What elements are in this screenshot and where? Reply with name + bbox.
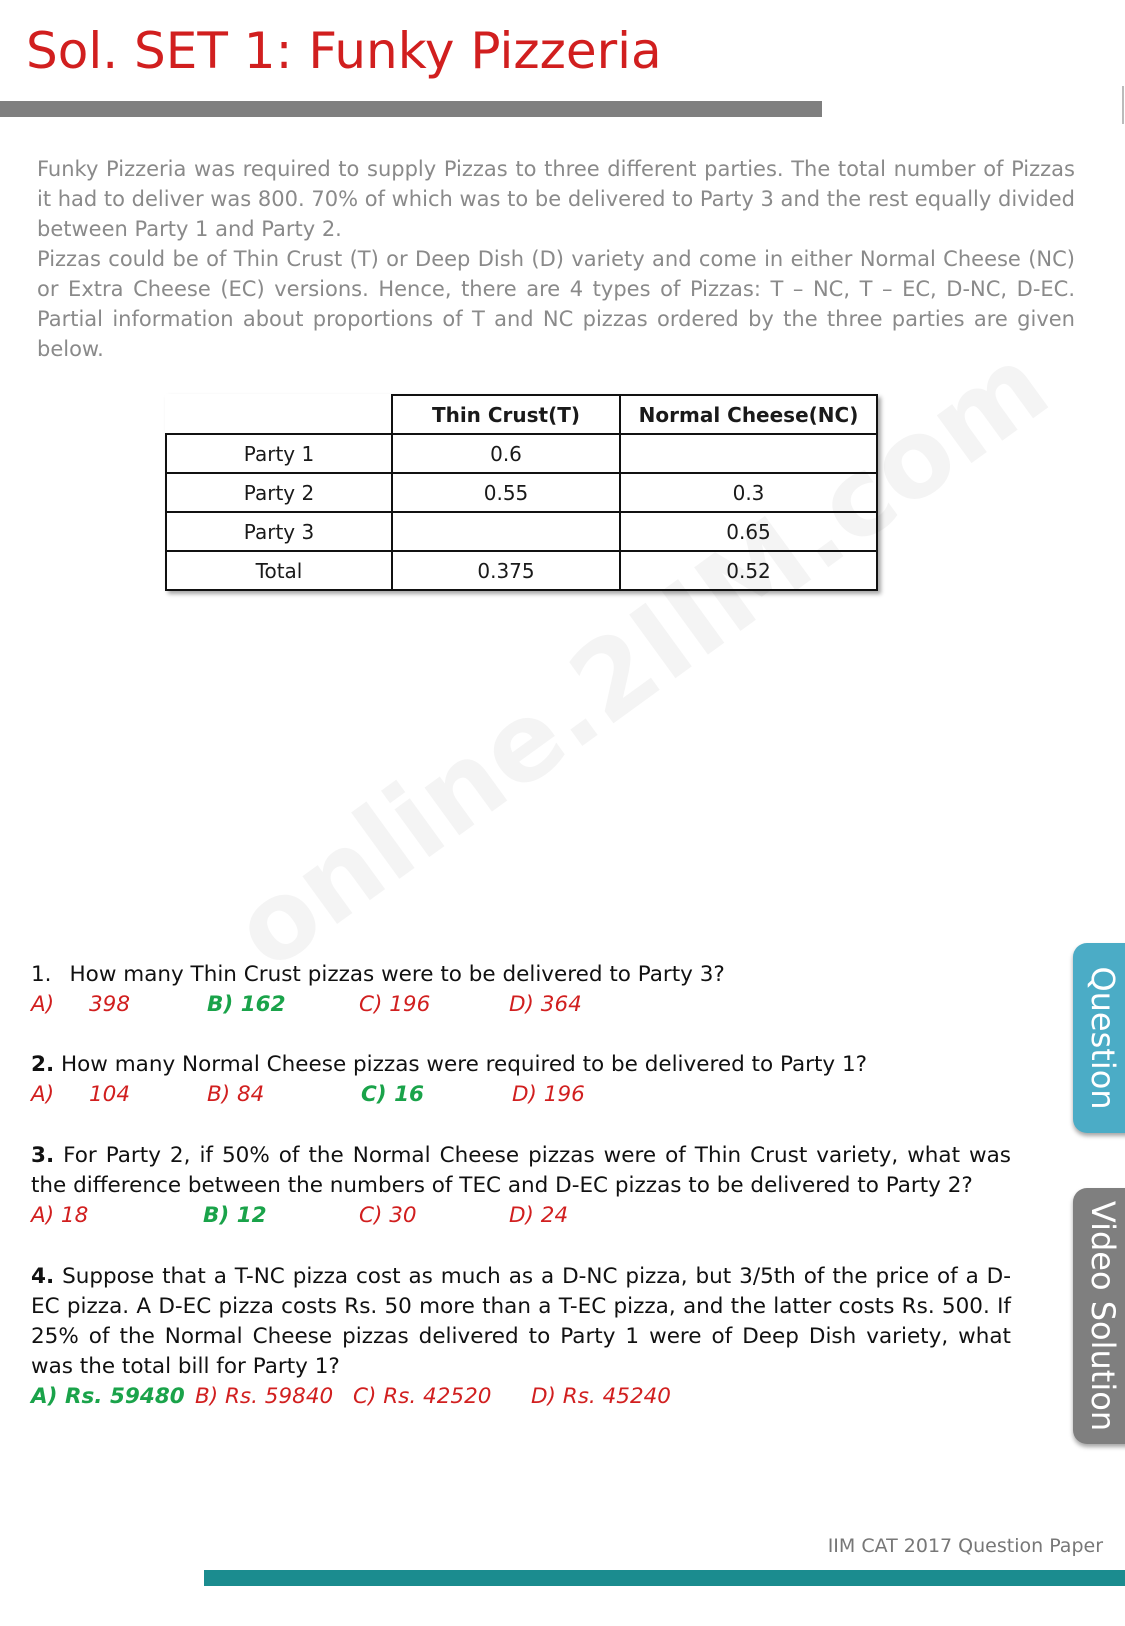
header-normal-cheese: Normal Cheese(NC): [620, 395, 877, 434]
cell-normal-cheese: [620, 434, 877, 473]
option-a: A) 18: [31, 1203, 89, 1228]
option-d: D) 364: [509, 992, 582, 1017]
answer-options: [31, 1201, 1011, 1231]
answer-options: [31, 1080, 1011, 1110]
table-corner-cell: [166, 395, 392, 434]
page-title: Sol. SET 1: Funky Pizzeria: [26, 22, 662, 80]
cell-thin-crust: [392, 512, 620, 551]
question-4: [31, 1262, 1011, 1412]
question-number: 2.: [31, 1052, 55, 1077]
option-b: B) 12: [203, 1203, 267, 1228]
header-thin-crust: Thin Crust(T): [392, 395, 620, 434]
intro-text: [37, 154, 1075, 364]
title-underline-bar: [0, 101, 822, 117]
option-b: B) 162: [207, 992, 286, 1017]
edge-divider: [1122, 86, 1124, 124]
table-row: [166, 551, 877, 590]
answer-options: [31, 990, 1011, 1020]
option-c: C) Rs. 42520: [353, 1384, 492, 1409]
option-c: C) 16: [361, 1082, 425, 1107]
table-row: [166, 434, 877, 473]
question-text: For Party 2, if 50% of the Normal Cheese pizzas were of Thin Crust variety, what was the difference between the numbers of TEC and D-EC pizzas to be delivered to Party 2?: [31, 1143, 1011, 1198]
question-text: How many Thin Crust pizzas were to be delivered to Party 3?: [69, 962, 725, 987]
intro-paragraph-1: Funky Pizzeria was required to supply Pizzas to three different parties. The total number of Pizzas it had to deliver was 800. 70% of which was to be delivered to Party 3 and the rest equally divided between Party 1 and Party 2.: [37, 157, 1076, 241]
option-a-letter: A): [31, 992, 55, 1017]
row-label: Party 2: [166, 473, 392, 512]
option-c: C) 196: [359, 992, 431, 1017]
question-stem: [31, 1141, 1011, 1201]
question-stem: [31, 1050, 1011, 1080]
question-1: [31, 960, 1011, 1020]
question-text: How many Normal Cheese pizzas were required to be delivered to Party 1?: [60, 1052, 868, 1077]
option-b: B) Rs. 59840: [195, 1384, 334, 1409]
intro-paragraph-2: Pizzas could be of Thin Crust (T) or Deep Dish (D) variety and come in either Normal Cheese (NC) or Extra Cheese (EC) versions. Hence, there are 4 types of Pizzas: T – NC, T – EC, D-NC, D-EC. Partial information about proportions of T and NC pizzas ordered by the three parties are given below.: [37, 247, 1075, 361]
proportions-table: [165, 394, 878, 591]
row-label: Total: [166, 551, 392, 590]
question-number: 1.: [31, 962, 52, 987]
question-tab-label: Question: [1084, 966, 1122, 1110]
cell-thin-crust: 0.55: [392, 473, 620, 512]
table-header-row: [166, 395, 877, 434]
question-number: 4.: [31, 1264, 55, 1289]
question-stem: [31, 1262, 1011, 1382]
video-solution-tab-label: Video Solution: [1084, 1200, 1122, 1432]
question-2: [31, 1050, 1011, 1110]
question-3: [31, 1141, 1011, 1231]
footer-caption: IIM CAT 2017 Question Paper: [827, 1535, 1103, 1557]
cell-normal-cheese: 0.52: [620, 551, 877, 590]
option-d: D) Rs. 45240: [531, 1384, 671, 1409]
table-row: [166, 512, 877, 551]
question-stem: [31, 960, 1011, 990]
option-a-value: 104: [89, 1082, 131, 1107]
option-d: D) 24: [509, 1203, 569, 1228]
cell-thin-crust: 0.375: [392, 551, 620, 590]
table-row: [166, 473, 877, 512]
option-b: B) 84: [207, 1082, 265, 1107]
answer-options: [31, 1382, 1011, 1412]
video-solution-tab[interactable]: [1073, 1188, 1125, 1444]
row-label: Party 3: [166, 512, 392, 551]
cell-normal-cheese: 0.65: [620, 512, 877, 551]
question-tab[interactable]: [1073, 943, 1125, 1133]
question-number: 3.: [31, 1143, 55, 1168]
question-text: Suppose that a T-NC pizza cost as much as a D-NC pizza, but 3/5th of the price of a D-EC pizza. A D-EC pizza costs Rs. 50 more than a T-EC pizza, and the latter costs Rs. 500. If 25% of the Normal Cheese pizzas delivered to Party 1 were of Deep Dish variety, what was the total bill for Party 1?: [31, 1264, 1012, 1379]
option-a: A) Rs. 59480: [31, 1384, 185, 1409]
footer-bar: [204, 1570, 1125, 1586]
option-d: D) 196: [512, 1082, 585, 1107]
cell-normal-cheese: 0.3: [620, 473, 877, 512]
option-a-value: 398: [89, 992, 131, 1017]
row-label: Party 1: [166, 434, 392, 473]
cell-thin-crust: 0.6: [392, 434, 620, 473]
option-a-letter: A): [31, 1082, 55, 1107]
option-c: C) 30: [359, 1203, 417, 1228]
